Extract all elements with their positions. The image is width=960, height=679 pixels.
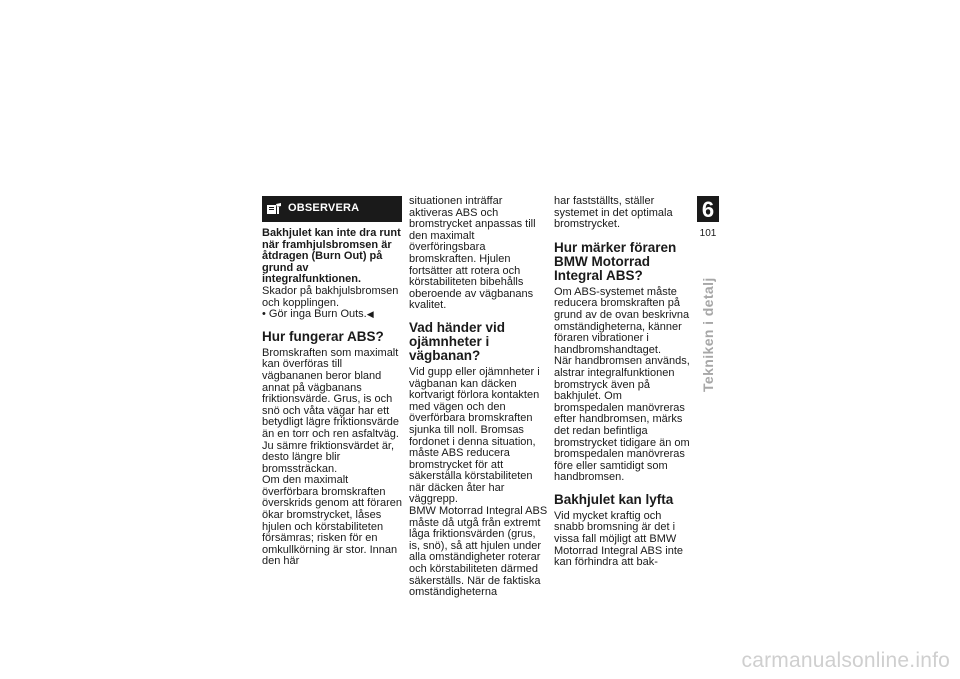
notice-banner (262, 196, 402, 222)
rider-notice-paragraph-2: När handbromsen används, alstrar integralfunktionen bromstryck även på bakhjulet. Om bromspedalen manövreras efter handbromsen, märks det redan befintliga bromstrycket tidigare än om bromspedalen manövreras före eller samtidigt som handbromsen. (554, 355, 690, 484)
rider-notice-paragraph-1: Om ABS-systemet måste reducera bromskraften på grund av de ovan beskrivna omständigheterna, känner föraren vibrationer i handbromshandtaget. (554, 285, 690, 356)
heading-uneven-road: Vad händer vid ojämnheter i vägbanan? (409, 319, 506, 363)
heading-rider-notice: Hur märker föraren BMW Motorrad Integral ABS? (554, 239, 677, 283)
heading-how-abs: Hur fungerar ABS? (262, 328, 384, 344)
chapter-title: Tekniken i detalj (700, 277, 716, 392)
chapter-number: 6 (701, 197, 715, 222)
watermark: carmanualsonline.info (741, 649, 950, 672)
notice-warning: Bakhjulet kan inte dra runt när framhjulsbromsen är åtdragen (Burn Out) på grund av integralfunktionen. (262, 227, 401, 286)
end-mark-icon: ◀ (366, 309, 374, 320)
heading-rear-lift: Bakhjulet kan lyfta (554, 491, 674, 507)
instruction-text: • Gör inga Burn Outs. (262, 308, 367, 321)
notice-consequence: Skador på bakhjulsbromsen och kopplingen. (262, 284, 399, 309)
uneven-paragraph-2a: BMW Motorrad Integral ABS måste då utgå från extremt låga friktionsvärden (grus, is, snö), så att hjulen under alla omständigheter roterar och körstabiliteten därmed säkerställs. När de faktiska omständigheterna (409, 505, 548, 599)
column-3 (554, 196, 694, 569)
how-abs-paragraph-2b: situationen inträffar aktiveras ABS och bromstrycket anpassas till den maximalt överföringsbara bromskraften. Hjulen fortsätter att rotera och körstabiliteten bibehålls oberoende av vägbanans kvalitet. (409, 195, 536, 312)
page-number: 101 (699, 228, 717, 239)
uneven-paragraph-2b: har fastställts, ställer systemet in det optimala bromstrycket. (554, 195, 673, 231)
column-1 (262, 196, 402, 568)
uneven-paragraph-1: Vid gupp eller ojämnheter i vägbanan kan däcken kortvarigt förlora kontakten med vägen och den överförbara bromskraften sjunka till noll. Bromsas fordonet i denna situation, måste ABS reducera bromstrycket för att säkerställa körstabiliteten när däcken åter har väggrepp. (409, 365, 540, 506)
how-abs-paragraph-2a: Om den maximalt överförbara bromskraften överskrids genom att föraren ökar bromstrycket, låses hjulen och körstabiliteten försämras; risken för en omkullkörning är stor. Innan den här (262, 474, 403, 568)
notice-label: OBSERVERA (288, 202, 360, 215)
how-abs-paragraph-1: Bromskraften som maximalt kan överföras till vägbananen beror bland annat på vägbanans friktionsvärde. Grus, is och snö och våta vägar har ett betydligt lägre friktionsvärde än en torr och ren asfaltväg. Ju sämre friktionsvärdet är, desto längre blir bromssträckan. (262, 346, 399, 475)
rear-lift-paragraph-1: Vid mycket kraftig och snabb bromsning är det i vissa fall möjligt att BMW Motorrad Integral ABS inte kan förhindra att bak- (554, 509, 684, 569)
wrench-book-icon (266, 202, 282, 216)
notice-instruction (262, 309, 402, 321)
column-2 (409, 196, 549, 599)
